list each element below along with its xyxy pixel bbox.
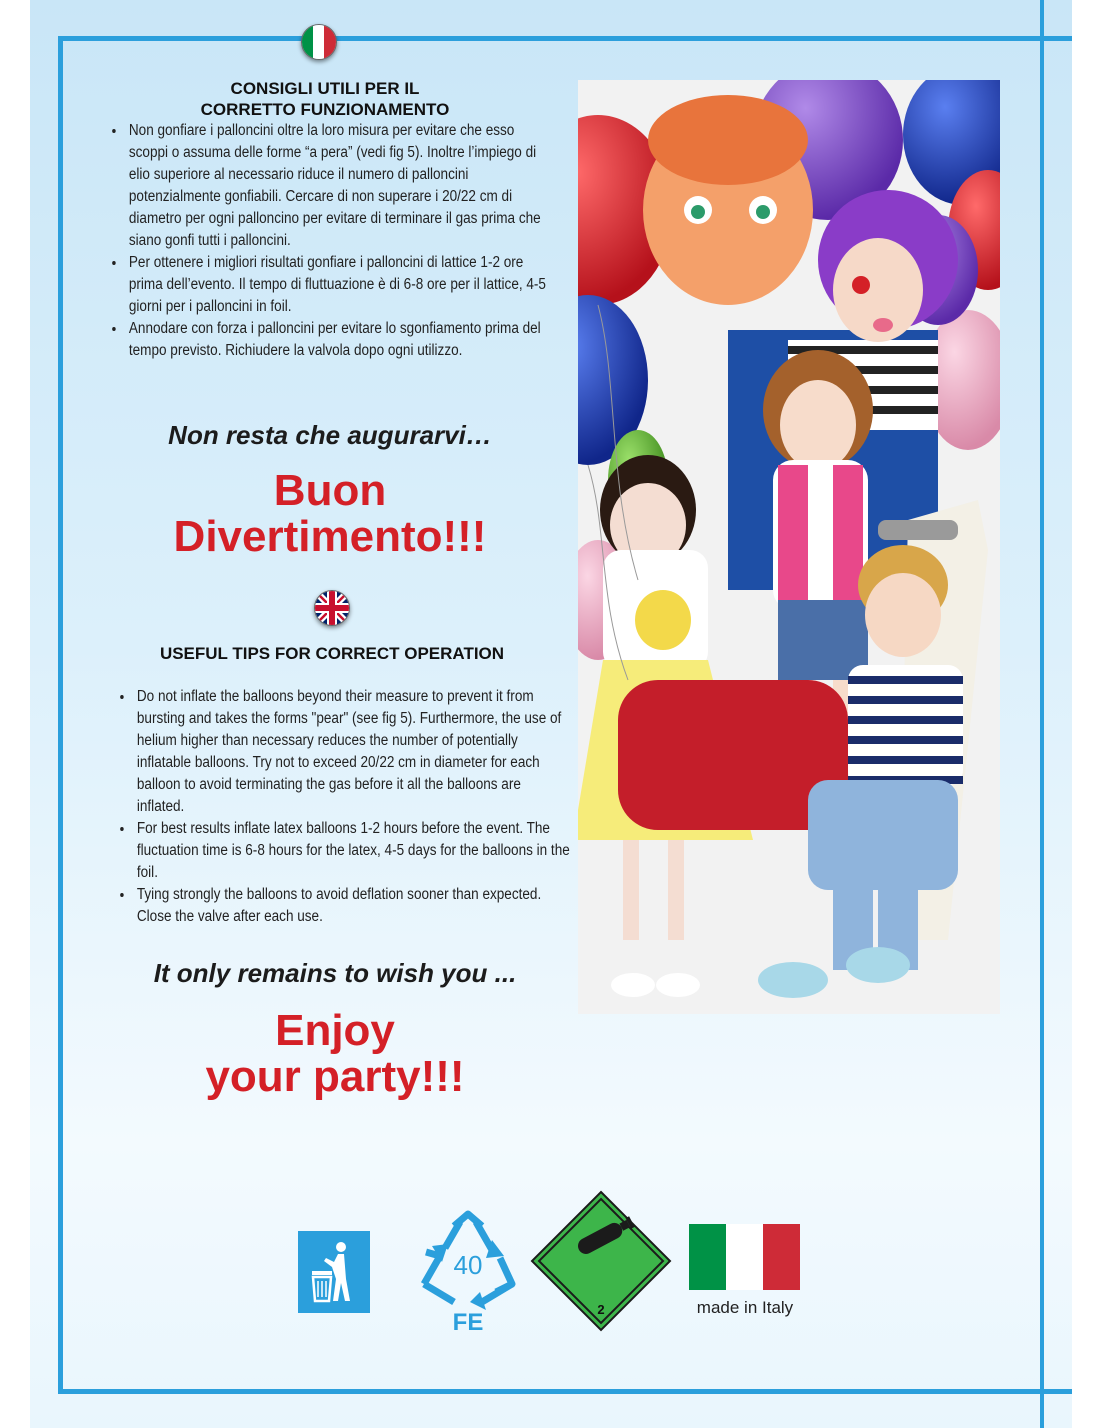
list-item: • For best results inflate latex balloons 1-2 hours before the event. The fluctuation time is 6-8 hours for the latex, 4-5 days for the balloons in the foil. [133,818,569,884]
list-item: • Per ottenere i migliori risultati gonfiare i palloncini di lattice 1-2 ore prima dell’evento. Il tempo di fluttuazione è di 6-8 ore per il lattice, 4-5 giorni per i palloncini in foil. [125,252,556,318]
english-closing [120,1008,550,1100]
italian-heading-line1: CONSIGLI UTILI PER IL [230,79,420,98]
made-in-label: made in Italy [696,1298,794,1317]
uk-flag-icon [314,590,350,626]
italy-flag-icon [689,1224,800,1290]
gas-cylinder-hazard-icon [530,1190,672,1332]
recycle-icon [412,1210,524,1335]
italian-heading-line2: CORRETTO FUNZIONAMENTO [200,100,450,119]
list-item: • Tying strongly the balloons to avoid deflation sooner than expected. Close the valve after each use. [133,884,569,928]
italian-tips-list [106,120,557,362]
recycle-code: FE [452,1309,484,1335]
english-wish: It only remains to wish you ... [153,958,517,988]
english-closing-line1: Enjoy [275,1006,395,1055]
italian-closing [120,468,540,560]
list-item: • Do not inflate the balloons beyond their measure to prevent it from bursting and takes the forms "pear" (see fig 5). Furthermore, the use of helium higher than necessary reduces the number of potentially inflatable balloons. Try not to exceed 20/22 cm in diameter for each balloon to avoid terminating the gas before it all the balloons are inflated. [133,686,569,818]
italian-flag-icon [301,24,337,60]
tidyman-bin-icon [298,1231,370,1313]
italian-wish: Non resta che augurarvi… [168,420,492,450]
english-heading: USEFUL TIPS FOR CORRECT OPERATION [159,644,505,663]
italian-closing-line1: Buon [273,466,387,515]
english-tips-list [114,686,570,928]
english-closing-line2: your party!!! [205,1052,465,1101]
italian-heading [150,78,500,120]
list-item: • Annodare con forza i palloncini per evitare lo sgonfiamento prima del tempo previsto. Richiudere la valvola dopo ogni utilizzo. [125,318,556,362]
party-photo [578,80,1000,1014]
italian-closing-line2: Divertimento!!! [173,512,487,561]
list-item: • Non gonfiare i palloncini oltre la loro misura per evitare che esso scoppi o assuma delle forme “a pera” (vedi fig 5). Inoltre l’impiego di elio superiore al necessario riduce il numero di palloncini potenzialmente gonfiabili. Cercare di non superare i 20/22 cm di diametro per ogni palloncino per evitare di terminare il gas prima che siano gonfi tutti i palloncini. [125,120,556,252]
gas-class-number: 2 [597,1302,605,1317]
recycle-number: 40 [453,1250,483,1280]
